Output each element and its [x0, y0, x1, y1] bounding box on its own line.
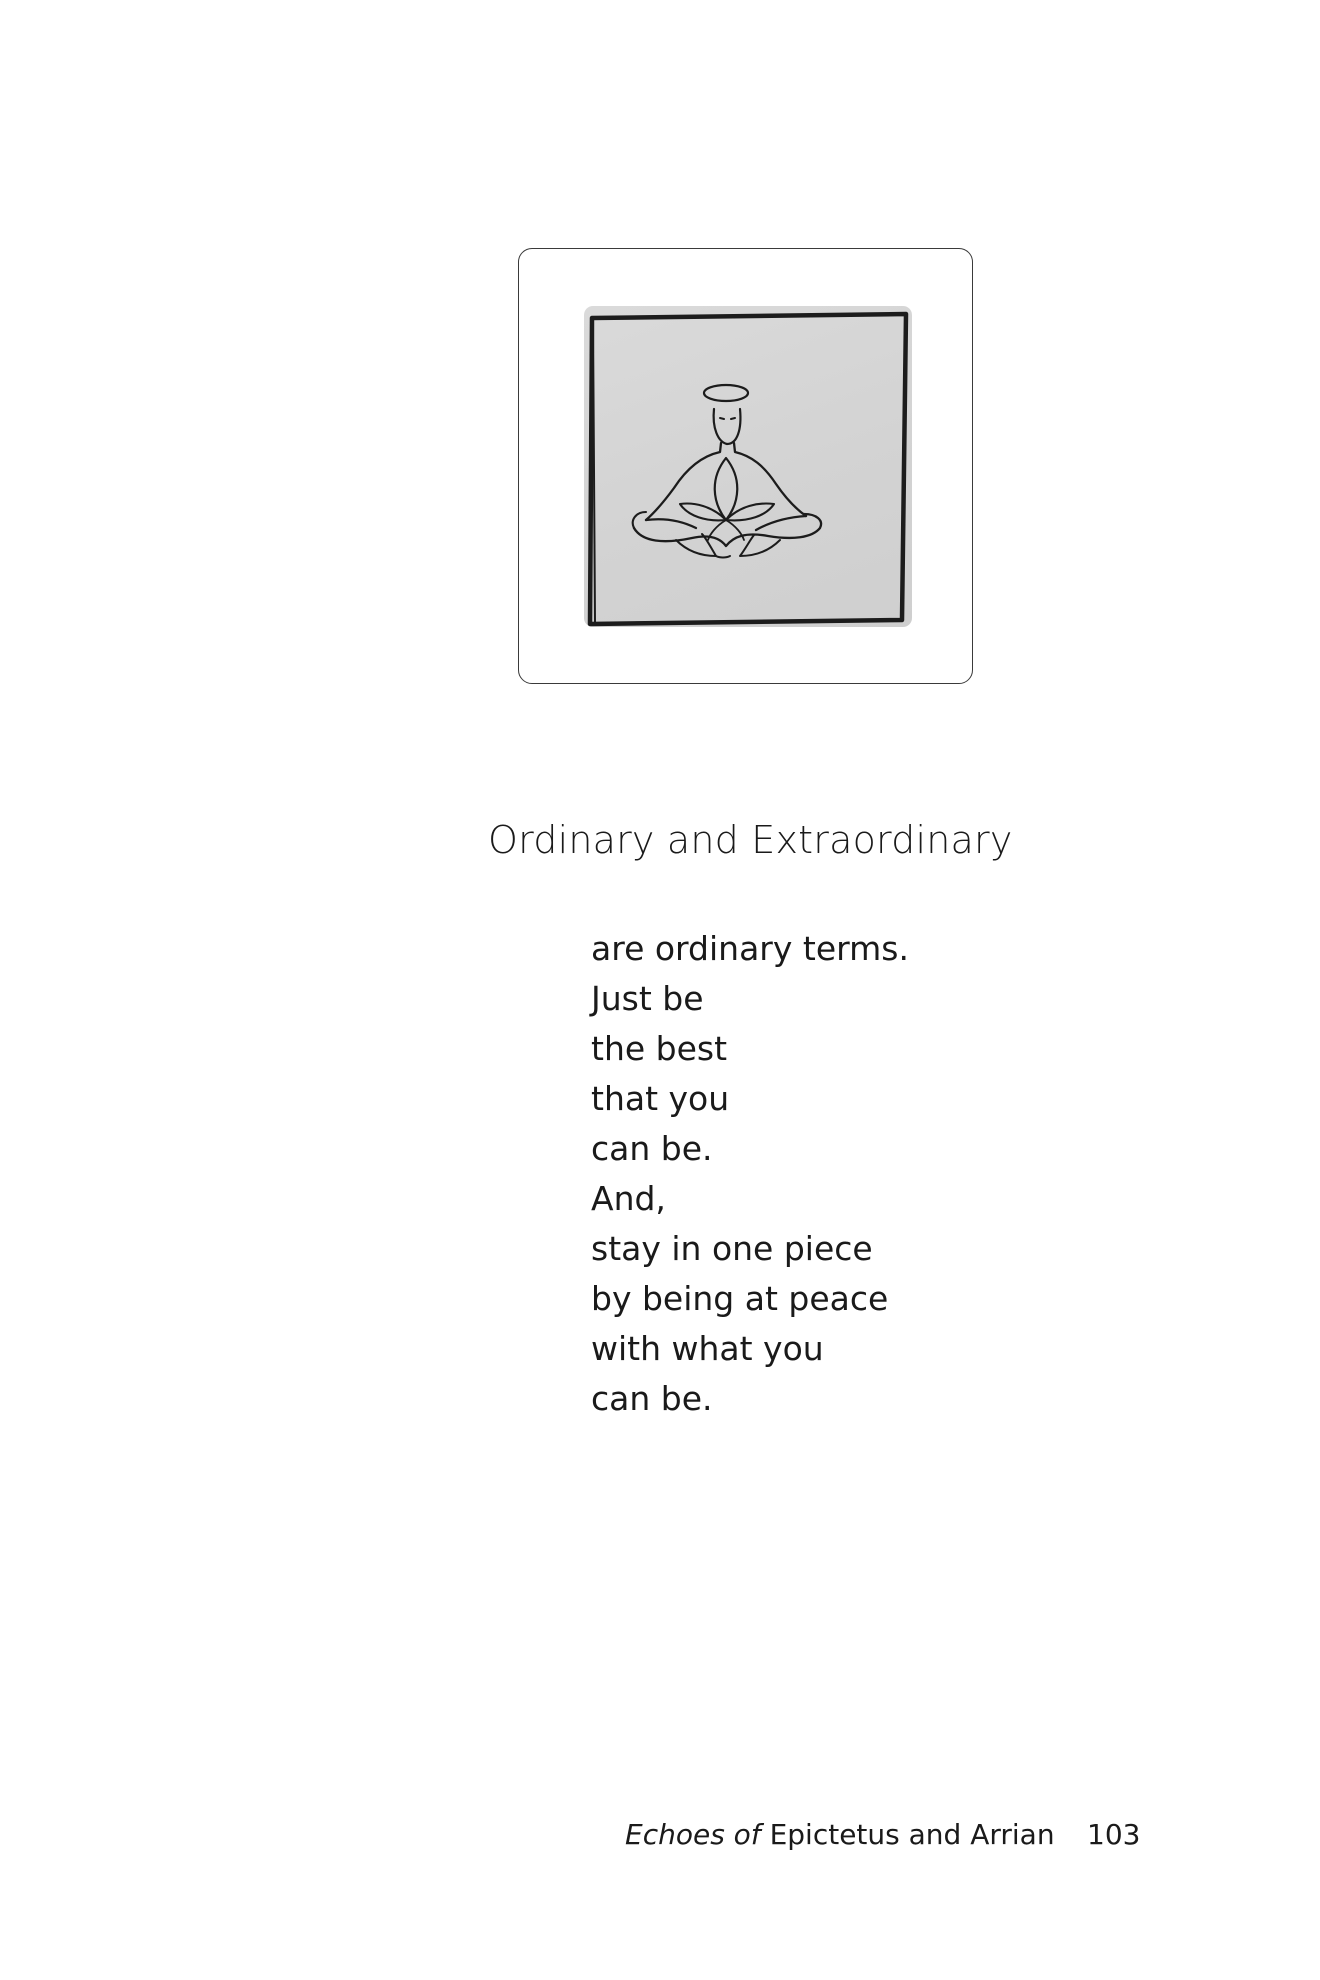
footer-book-title-italic: Echoes of [625, 1818, 761, 1851]
meditating-figure-with-halo-icon [584, 306, 912, 627]
poem-line: stay in one piece [591, 1229, 873, 1268]
illustration-frame [518, 248, 973, 684]
poem-line: that you [591, 1079, 730, 1118]
poem-line: with what you [591, 1329, 824, 1368]
poem-line: And, [591, 1179, 666, 1218]
poem-line: are ordinary terms. [591, 929, 909, 968]
poem-body [591, 924, 909, 1424]
poem-line: the best [591, 1029, 728, 1068]
poem-line: Just be [591, 979, 704, 1018]
footer-book-title-rest: Epictetus and Arrian [760, 1818, 1055, 1851]
page-number: 103 [1087, 1818, 1141, 1851]
poem-title: Ordinary and Extraordinary [488, 818, 1013, 862]
sketch-card [584, 306, 912, 627]
poem-line: can be. [591, 1379, 713, 1418]
poem-line: by being at peace [591, 1279, 889, 1318]
poem-line: can be. [591, 1129, 713, 1168]
running-footer [625, 1818, 1055, 1851]
